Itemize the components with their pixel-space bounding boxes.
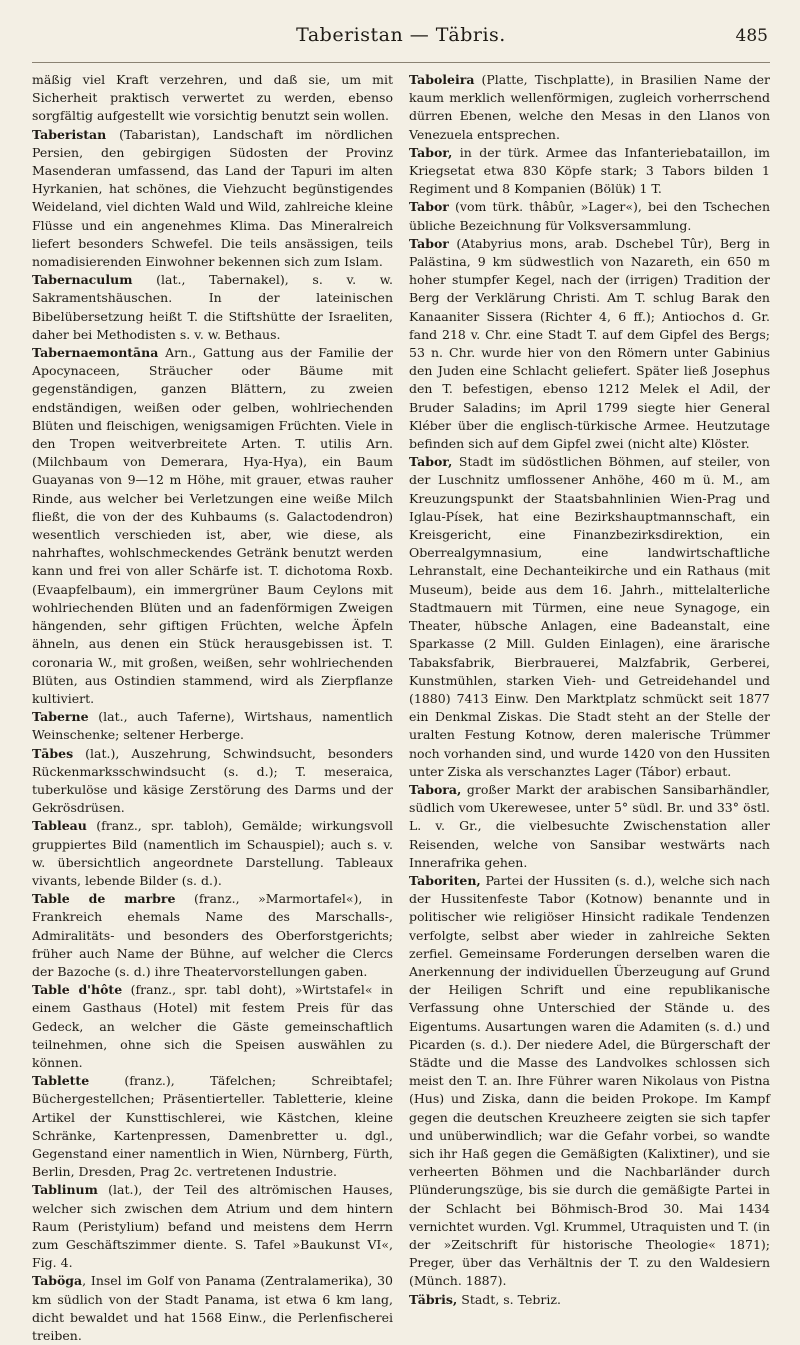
dictionary-entry [32,1272,393,1345]
dictionary-entry [32,817,393,890]
dictionary-entry [409,1291,770,1309]
entry-headword: Table de marbre [32,891,176,907]
entry-headword: Tabor, [409,454,453,470]
left-column [32,71,393,1345]
entry-text: Partei der Hussiten (s. d.), welche sich nach der Hussitenfeste Tabor (Kotnow) benannte und in politischer wie religiöser Hinsicht radikale Tendenzen verfolgte, selbst aber wieder in zahlreiche Sekten zerfiel. Gemeinsame Forderungen derselben waren die Anerkennung der individuellen Überzeugung auf Grund der Heiligen Schrift und eine republikanische Verfassung ohne Unterschied der Stände u. des Eigentums. Ausartungen waren die Adamiten (s. d.) und Picarden (s. d.). Der niedere Adel, die Bürgerschaft der Städte und die Masse des Landvolkes schlossen sich meist den T. an. Ihre Führer waren Nikolaus von Pistna (Hus) und Ziska, dann die beiden Prokope. Im Kampf gegen die deutschen Kreuzheere zeigten sie sich tapfer und unüberwindlich; war die Gefahr vorbei, so wandte sich ihr Haß gegen die Gemäßigten (Kalixtiner), und sie verheerten Böhmen und die Nachbarländer durch Plünderungszüge, bis sie durch die gemäßigte Partei in der Schlacht bei Böhmisch-Brod 30. Mai 1434 vernichtet wurden. Vgl. Krummel, Utraquisten und T. (in der »Zeitschrift für historische Theologie« 1871); Preger, über das Verhältnis der T. zu den Waldesiern (Münch. 1887). [409,872,770,1289]
entry-text: (lat., Tabernakel), s. v. w. Sakramentshäuschen. In der lateinischen Bibelübersetzung heißt T. die Stiftshütte der Israeliten, daher bei Methodisten s. v. w. Bethaus. [32,272,393,342]
page-header [32,0,770,63]
right-column [409,71,770,1345]
entry-headword: Tableau [32,818,87,834]
dictionary-entry [409,144,770,199]
dictionary-entry [32,271,393,344]
entry-headword: Taboriten, [409,872,481,888]
running-title: Taberistan — Täbris. [296,24,506,46]
text-columns [32,71,770,1345]
entry-text: Arn., Gattung aus der Familie der Apocynaceen, Sträucher oder Bäume mit gegenständigen, ganzen Blättern, zu zweien endständigen, weißen oder gelben, wohlriechenden Blüten und fleischigen, wenigsamigen Früchten. Viele in den Tropen weitverbreitete Arten. T. utilis Arn. (Milchbaum von Demerara, Hya-Hya), ein Baum Guayanas von 9—12 m Höhe, mit grauer, etwas rauher Rinde, aus welcher bei Verletzungen eine weiße Milch fließt, die von der des Kuhbaums (s. Galactodendron) wesentlich verschieden ist, aber, wie diese, als nahrhaftes, wohlschmeckendes Getränk benutzt werden kann und frei von aller Schärfe ist. T. dichotoma Roxb. (Evaapfelbaum), ein immergrüner Baum Ceylons mit wohlriechenden Blüten und an fadenförmigen Zweigen hängenden, sehr giftigen Früchten, welche Äpfeln ähneln, aus denen ein Stück herausgebissen ist. T. coronaria W., mit großen, weißen, sehr wohlriechenden Blüten, aus Ostindien stammend, wird als Zierpflanze kultiviert. [32,345,393,706]
dictionary-entry [409,71,770,144]
dictionary-entry [32,1072,393,1181]
entry-text: (lat.), Auszehrung, Schwindsucht, besonders Rückenmarksschwindsucht (s. d.); T. meseraica, tuberkulöse und käsige Zerstörung des Darms und der Gekrösdrüsen. [32,745,393,816]
dictionary-entry [409,872,770,1291]
dictionary-entry [32,126,393,272]
dictionary-entry [409,235,770,453]
entry-headword: Tabernaculum [32,272,133,288]
entry-text: (franz.), Täfelchen; Schreibtafel; Büchergestellchen; Präsentierteller. Tabletterie, kleine Artikel der Kunsttischlerei, wie Kästchen, kleine Schränke, Kartenpressen, Damenbretter u. dgl., Gegenstand einer namentlich in Wien, Nürnberg, Fürth, Berlin, Dresden, Prag 2c. vertretenen Industrie. [32,1073,393,1180]
dictionary-entry [32,981,393,1072]
entry-headword: Täbris, [409,1291,458,1307]
entry-headword: Taböga [32,1273,83,1289]
entry-headword: Tābes [32,745,74,761]
entry-headword: Tabora, [409,781,462,797]
entry-text: (Tabaristan), Landschaft im nördlichen Persien, den gebirgigen Südosten der Provinz Masenderan umfassend, das Land der Tapuri im alten Hyrkanien, hat schönes, die Viehzucht begünstigendes Weideland, viel dichten Wald und Wild, zahlreiche kleine Flüsse und ein angenehmes Klima. Das Mineralreich liefert besonders Schwefel. Die teils ansässigen, teils nomadisierenden Einwohner bekennen sich zum Islam. [32,126,393,270]
entry-text: Stadt, s. Tebriz. [457,1291,561,1307]
entry-text: (franz., »Marmortafel«), in Frankreich ehemals Name des Marschalls-, Admiralitäts- und besonders des Oberforstgerichts; früher auch Name der Bühne, auf welcher die Clercs der Bazoche (s. d.) ihre Theatervorstellungen gaben. [32,891,393,979]
dictionary-entry [32,745,393,818]
entry-text: Stadt im südöstlichen Böhmen, auf steiler, von der Luschnitz umflossener Anhöhe, 460 m ü. M., am Kreuzungspunkt der Staatsbahnlinien Wien-Prag und Iglau-Písek, hat eine Bezirkshauptmannschaft, ein Kreisgericht, eine Finanzbezirksdirektion, ein Oberrealgymnasium, eine landwirtschaftliche Lehranstalt, eine Dechanteikirche und ein Rathaus (mit Museum), beide aus dem 16. Jahrh., mittelalterliche Stadtmauern mit Türmen, eine neue Synagoge, ein Theater, hübsche Anlagen, eine Badeanstalt, eine Sparkasse (2 Mill. Gulden Einlagen), eine ärarische Tabaksfabrik, Bierbrauerei, Malzfabrik, Gerberei, Kunstmühlen, starken Vieh- und Getreidehandel und (1880) 7413 Einw. Den Marktplatz schmückt seit 1877 ein Denkmal Ziskas. Die Stadt steht an der Stelle der uralten Festung Kotnow, deren malerische Trümmer noch vorhanden sind, und wurde 1420 von den Hussiten unter Ziska als verschanztes Lager (Tábor) erbaut. [409,454,770,779]
entry-text: (Platte, Tischplatte), in Brasilien Name der kaum merklich wellenförmigen, zugleich vorherrschend dürren Ebenen, welche den Mesas in den Llanos von Venezuela entsprechen. [409,72,770,142]
entry-text: mäßig viel Kraft verzehren, und daß sie, um mit Sicherheit praktisch verwertet zu werden, ebenso sorgfältig aufgestellt wie vorsichtig benutzt sein wollen. [32,72,393,124]
entry-headword: Taberistan [32,126,107,142]
page-number: 485 [735,26,768,46]
entry-text: (lat., auch Taferne), Wirtshaus, namentlich Weinschenke; seltener Herberge. [32,709,393,743]
entry-text: in der türk. Armee das Infanteriebataillon, im Kriegsetat etwa 830 Köpfe stark; 3 Tabors bilden 1 Regiment und 8 Kompanien (Bölük) 1 T. [409,144,770,197]
entry-headword: Tablinum [32,1182,98,1198]
dictionary-entry [32,708,393,744]
entry-headword: Tabor [409,235,449,251]
entry-headword: Tabor [409,199,449,215]
entry-text: großer Markt der arabischen Sansibarhändler, südlich vom Ukerewesee, unter 5° südl. Br. und 33° östl. L. v. Gr., die vielbesuchte Zwischenstation aller Reisenden, welche von Sansibar westwärts nach Innerafrika gehen. [409,781,770,870]
entry-headword: Tabernaemontāna [32,345,159,361]
dictionary-entry [409,453,770,781]
entry-text: (Atabyrius mons, arab. Dschebel Tûr), Berg in Palästina, 9 km südwestlich von Nazareth, ein 650 m hoher stumpfer Kegel, nach der (irrigen) Tradition der Berg der Verklärung Christi. Am T. schlug Barak den Kanaaniter Sissera (Richter 4, 6 ff.); Antiochos d. Gr. fand 218 v. Chr. eine Stadt T. auf dem Gipfel des Bergs; 53 n. Chr. wurde hier von den Römern unter Gabinius den Juden eine Schlacht geliefert. Später ließ Josephus den T. befestigen, ebenso 1212 Melek el Adil, der Bruder Saladins; im April 1799 siegte hier General Kléber über die englisch-türkische Armee. Heutzutage befinden sich auf dem Gipfel zwei (nicht alte) Klöster. [409,235,770,452]
dictionary-entry [409,781,770,872]
entry-headword: Taboleira [409,72,475,87]
dictionary-entry [409,198,770,234]
entry-headword: Tablette [32,1073,90,1089]
entry-text: (franz., spr. tabl doht), »Wirtstafel« in einem Gasthaus (Hotel) mit festem Preis für das Gedeck, an welcher die Gäste gemeinschaftlich teilnehmen, ohne sich die Speisen auswählen zu können. [32,982,394,1070]
dictionary-entry [32,71,393,126]
entry-text: , Insel im Golf von Panama (Zentralamerika), 30 km südlich von der Stadt Panama, ist etwa 6 km lang, dicht bewaldet und hat 1568 Einw., die Perlenfischerei treiben. [32,1273,393,1344]
entry-headword: Table d'hôte [32,982,123,998]
dictionary-entry [32,890,393,981]
entry-headword: Taberne [32,709,89,725]
dictionary-entry [32,1181,393,1272]
entry-headword: Tabor, [409,144,453,160]
entry-text: (lat.), der Teil des altrömischen Hauses, welcher sich zwischen dem Atrium und dem hintern Raum (Peristylium) befand und meistens dem Herrn zum Geschäftszimmer diente. S. Tafel »Baukunst VI«, Fig. 4. [32,1182,393,1271]
dictionary-entry [32,344,393,708]
entry-text: (vom türk. thâbûr, »Lager«), bei den Tschechen übliche Bezeichnung für Volksversammlung. [409,199,770,233]
entry-text: (franz., spr. tabloh), Gemälde; wirkungsvoll gruppiertes Bild (namentlich im Schauspiel); auch s. v. w. übersichtlich angeordnete Darstellung. Tableaux vivants, lebende Bilder (s. d.). [32,818,393,888]
